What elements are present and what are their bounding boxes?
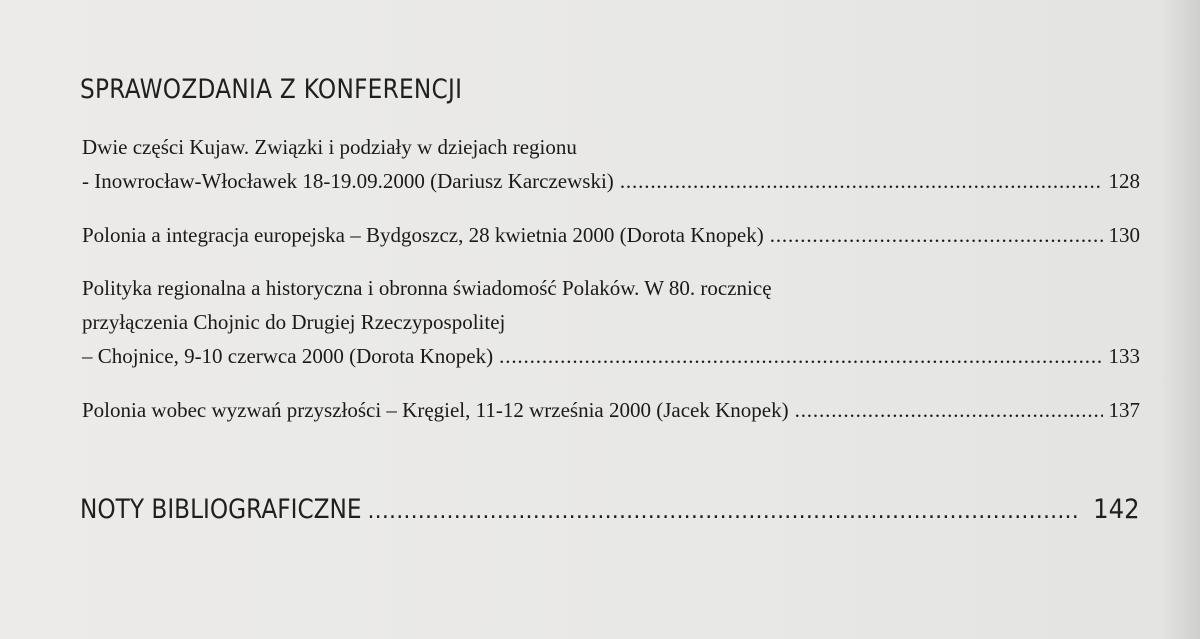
toc-entry-text: Polonia wobec wyzwań przyszłości – Kręgiel, 11-12 września 2000 (Jacek Knopek) xyxy=(82,398,789,422)
section-heading: SPRAWOZDANIA Z KONFERENCJI xyxy=(80,74,463,105)
page-number: 142 xyxy=(1093,494,1140,525)
toc-entry xyxy=(82,271,1140,373)
page-number: 128 xyxy=(1108,169,1140,193)
dot-leader xyxy=(795,393,1103,427)
toc-section-heading-line xyxy=(80,488,1140,532)
dot-leader xyxy=(499,339,1102,373)
section-heading-bibliographic-notes: NOTY BIBLIOGRAFICZNE xyxy=(80,494,362,525)
page-number: 137 xyxy=(1108,398,1140,422)
page-number: 133 xyxy=(1108,344,1140,368)
toc-entry-last-line xyxy=(82,339,1140,373)
dot-leader xyxy=(367,488,1080,534)
toc-entry-text: – Chojnice, 9-10 czerwca 2000 (Dorota Knopek) xyxy=(82,344,494,368)
page-edge-shadow xyxy=(1160,0,1200,639)
toc-entry xyxy=(82,393,1140,427)
toc-entry-last-line xyxy=(82,218,1140,252)
page-number: 130 xyxy=(1108,223,1140,247)
toc-entry-line: Dwie części Kujaw. Związki i podziały w dziejach regionu xyxy=(82,135,577,159)
toc-entry-last-line xyxy=(82,164,1140,198)
toc-entry xyxy=(82,130,1140,198)
toc-entry-last-line xyxy=(82,393,1140,427)
toc-entry xyxy=(82,218,1140,252)
toc-entry-line: Polityka regionalna a historyczna i obronna świadomość Polaków. W 80. rocznicę xyxy=(82,276,772,300)
toc-entry-text: Polonia a integracja europejska – Bydgoszcz, 28 kwietnia 2000 (Dorota Knopek) xyxy=(82,223,764,247)
dot-leader xyxy=(770,218,1103,252)
toc-entry-text: - Inowrocław-Włocławek 18-19.09.2000 (Dariusz Karczewski) xyxy=(82,169,614,193)
dot-leader xyxy=(620,164,1103,198)
toc-entry-line: przyłączenia Chojnic do Drugiej Rzeczypospolitej xyxy=(82,310,506,334)
